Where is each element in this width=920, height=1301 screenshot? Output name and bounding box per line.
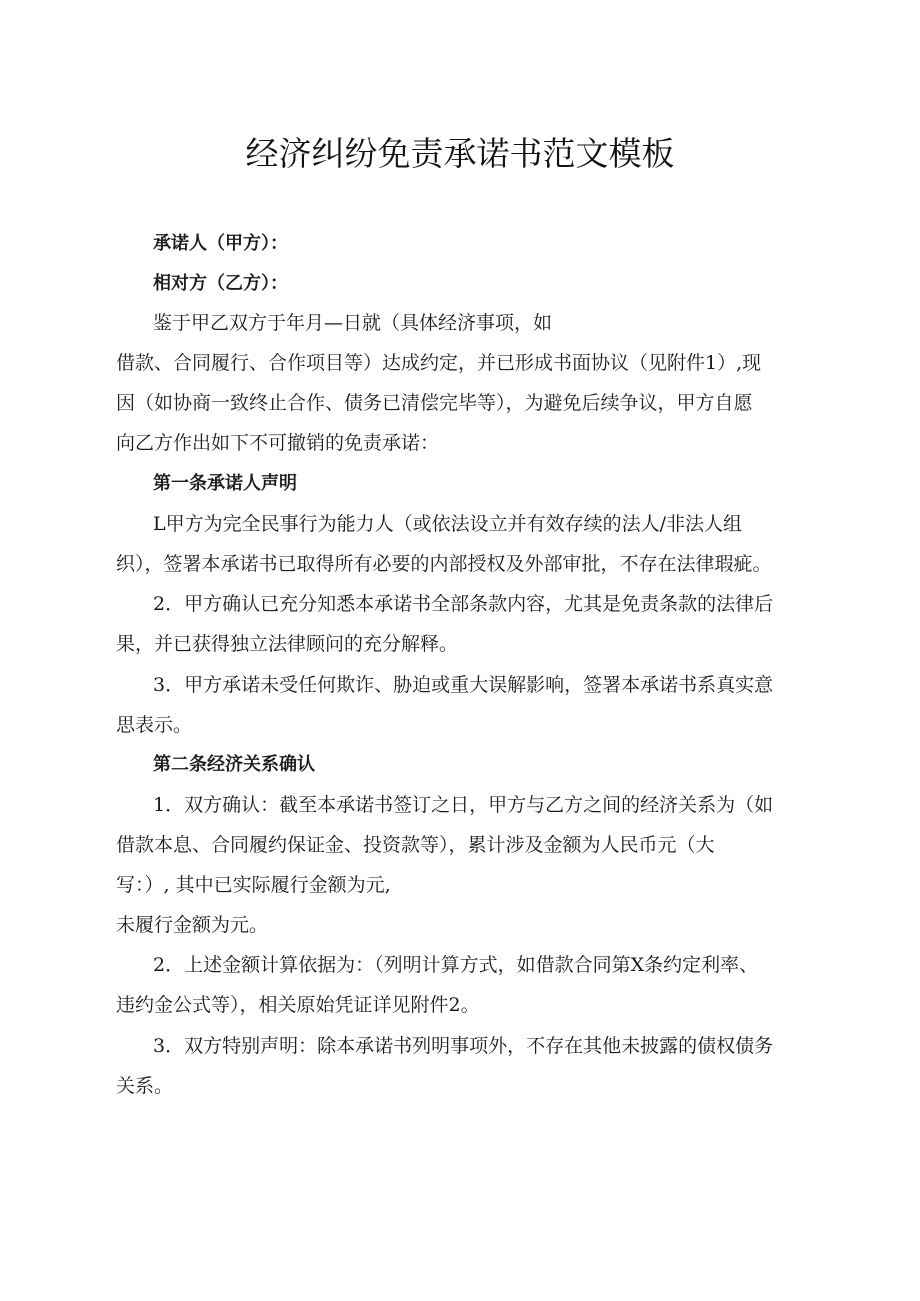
article1-line: 3．甲方承诺未受任何欺诈、胁迫或重大误解影响，签署本承诺书系真实意 <box>153 674 774 696</box>
intro-line: 向乙方作出如下不可撤销的免责承诺： <box>116 432 440 454</box>
article1-line: L甲方为完全民事行为能力人（或依法设立并有效存续的法人/非法人组 <box>153 513 743 535</box>
party-a-label: 承诺人（甲方）： <box>153 233 288 254</box>
article1-line: 2．甲方确认已充分知悉本承诺书全部条款内容，尤其是免责条款的法律后 <box>153 593 774 615</box>
article2-line: 违约金公式等），相关原始凭证详见附件2。 <box>116 994 480 1016</box>
article2-line: 关系。 <box>116 1075 174 1097</box>
article2-line: 写：）, 其中已实际履行金额为元, <box>116 874 391 896</box>
intro-line: 鉴于甲乙双方于年月—日就（具体经济事项，如 <box>153 312 553 334</box>
article1-heading: 第一条承诺人声明 <box>153 473 297 494</box>
article2-line: 3．双方特别声明：除本承诺书列明事项外，不存在其他未披露的债权债务 <box>153 1035 774 1057</box>
article2-line: 未履行金额为元。 <box>116 914 269 936</box>
article2-heading: 第二条经济关系确认 <box>153 754 315 775</box>
article1-line: 果，并已获得独立法律顾问的充分解释。 <box>116 633 459 655</box>
intro-line: 因（如协商一致终止合作、债务已清偿完毕等），为避免后续争议，甲方自愿 <box>116 392 753 414</box>
party-b-label: 相对方（乙方）： <box>153 273 288 294</box>
document-title: 经济纠纷免责承诺书范文模板 <box>245 134 675 173</box>
article2-line: 借款本息、合同履约保证金、投资款等），累计涉及金额为人民币元（大 <box>116 834 715 856</box>
intro-line: 借款、合同履行、合作项目等）达成约定，并已形成书面协议（见附件1）,现 <box>116 352 762 374</box>
article1-line: 思表示。 <box>116 714 193 736</box>
article2-line: 1．双方确认：截至本承诺书签订之日，甲方与乙方之间的经济关系为（如 <box>153 794 774 816</box>
article1-line: 织），签署本承诺书已取得所有必要的内部授权及外部审批，不存在法律瑕疵。 <box>116 553 772 575</box>
article2-line: 2．上述金额计算依据为：（列明计算方式，如借款合同第X条约定利率、 <box>153 954 759 976</box>
